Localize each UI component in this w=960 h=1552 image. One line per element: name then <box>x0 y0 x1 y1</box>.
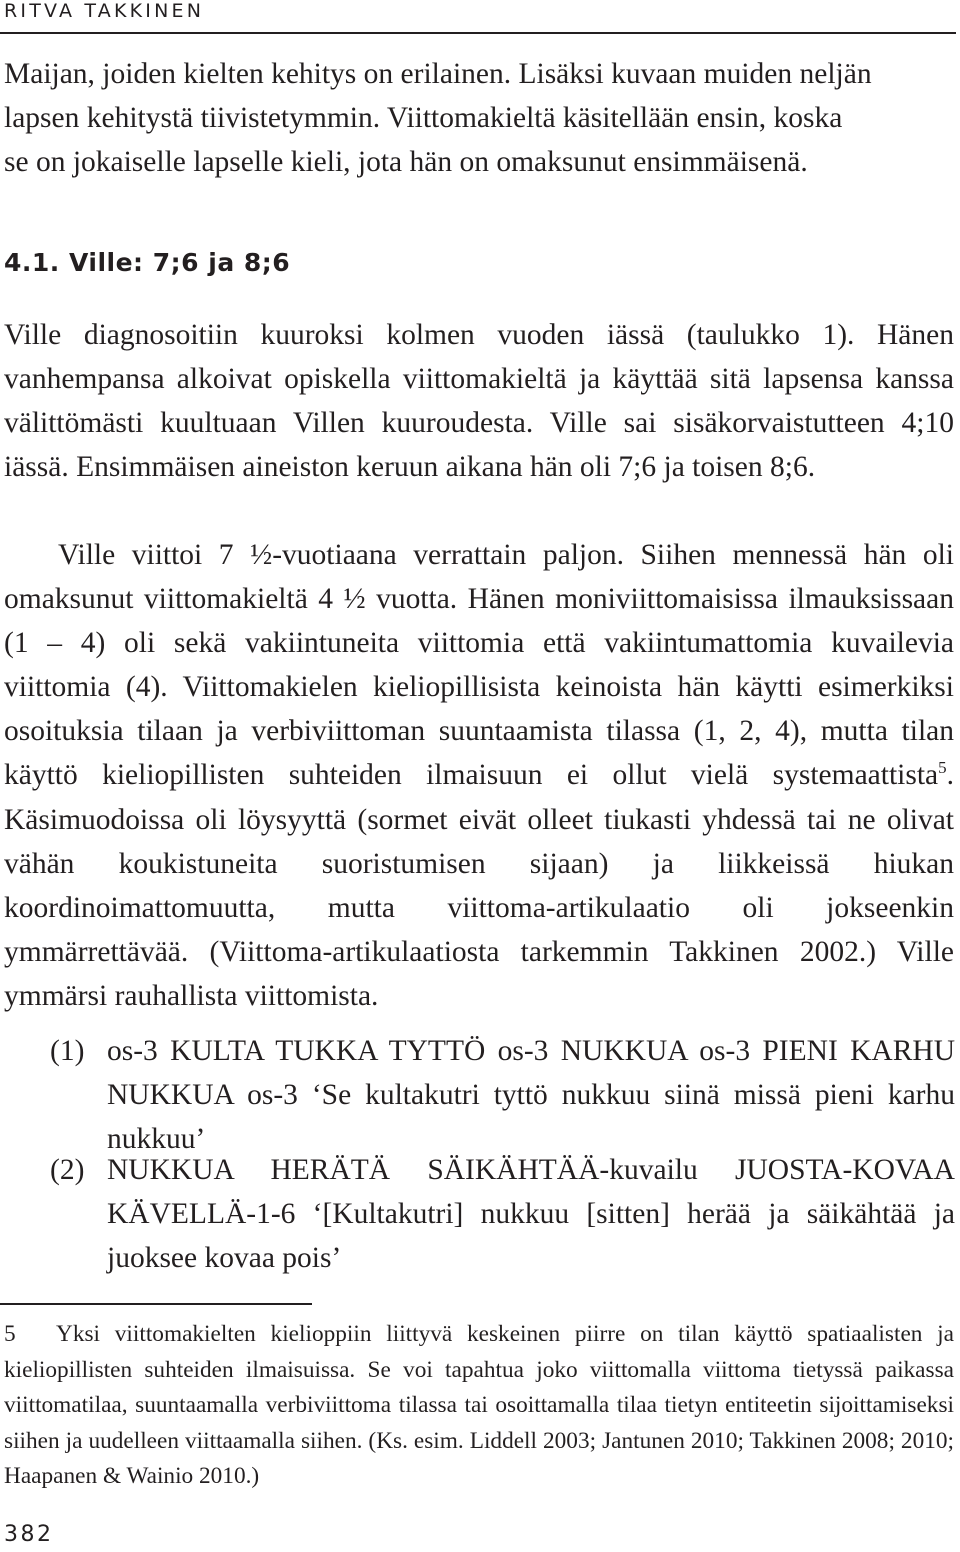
intro-line: se on jokaiselle lapselle kieli, jota hän on omaksunut ensimmäisenä. <box>4 146 808 179</box>
paragraph-2-text-after-note: . Käsimuodoissa oli löysyyttä (sormet eivät olleet tiukasti yhdessä tai ne olivat vähän koukistuneita suoristumisen sijaan) ja liikkeissä hiukan koordinoimattomuutta, mutta viittoma-artikulaatio oli jokseenkin ymmärrettävää. (Viittoma-artikulaatiosta tarkemmin Takkinen 2002.) Ville ymmärsi rauhallista viittomista. <box>4 759 954 1012</box>
example-number: (2) <box>50 1154 85 1186</box>
footnote-number: 5 <box>4 1321 16 1347</box>
footnote <box>4 1317 954 1495</box>
example-2 <box>50 1148 955 1280</box>
paragraph-2-text-before-note: Ville viittoi 7 ½-vuotiaana verrattain paljon. Siihen mennessä hän oli omaksunut viittomakieltä 4 ½ vuotta. Hänen moniviittomaisissa ilmauksissaan (1 – 4) oli sekä vakiintuneita viittomia että vakiintumattomia kuvailevia viittomia (4). Viittomakielen kieliopillisista keinoista hän käytti esimerkiksi osoituksia tilaan ja verbiviittoman suuntaamista tilassa (1, 2, 4), mutta tilan käyttö kieliopillisten suhteiden ilmaisuun ei ollut vielä systemaattista <box>4 539 954 792</box>
intro-line: lapsen kehitystä tiivistetymmin. Viittomakieltä käsitellään ensin, koska <box>4 102 843 135</box>
running-header-author: RITVA TAKKINEN <box>4 0 205 22</box>
example-text: os-3 KULTA TUKKA TYTTÖ os-3 NUKKUA os-3 PIENI KARHU NUKKUA os-3 ‘Se kultakutri tyttö nukkuu siinä missä pieni karhu nukkuu’ <box>107 1035 955 1156</box>
footnote-reference[interactable]: 5 <box>938 758 947 778</box>
header-rule <box>0 32 956 34</box>
example-text: NUKKUA HERÄTÄ SÄIKÄHTÄÄ-kuvailu JUOSTA-KOVAA KÄVELLÄ-1-6 ‘[Kultakutri] nukkuu [sitten] herää ja säikähtää ja juoksee kovaa pois’ <box>107 1154 955 1275</box>
page-number: 382 <box>4 1522 54 1547</box>
body-paragraph-2 <box>4 533 954 1018</box>
example-number: (1) <box>50 1035 85 1067</box>
footnote-text: Yksi viittomakielten kielioppiin liittyvä keskeinen piirre on tilan käyttö spatiaalisten ja kieliopillisten suhteiden ilmaisuissa. Se voi tapahtua joko viittomalla viittoma tietyssä paikassa viittomatilaa, suuntaamalla verbiviittoma tilassa tai osoittamalla tilaa tietyn entiteetin sijoittamiseksi siihen ja uudelleen viittaamalla siihen. (Ks. esim. Liddell 2003; Jantunen 2010; Takkinen 2008; 2010; Haapanen & Wainio 2010.) <box>4 1321 954 1490</box>
intro-paragraph <box>4 52 954 184</box>
intro-line: Maijan, joiden kielten kehitys on erilainen. Lisäksi kuvaan muiden neljän <box>4 58 872 90</box>
section-heading: 4.1. Ville: 7;6 ja 8;6 <box>4 248 291 277</box>
body-paragraph-1: Ville diagnosoitiin kuuroksi kolmen vuoden iässä (taulukko 1). Hänen vanhempansa alkoivat opiskella viittomakieltä ja käyttää sitä lapsensa kanssa välittömästi kuultuaan Villen kuuroudesta. Ville sai sisäkorvaistutteen 4;10 iässä. Ensimmäisen aineiston keruun aikana hän oli 7;6 ja toisen 8;6. <box>4 319 954 484</box>
footnote-rule <box>0 1303 312 1305</box>
example-1 <box>50 1029 955 1161</box>
